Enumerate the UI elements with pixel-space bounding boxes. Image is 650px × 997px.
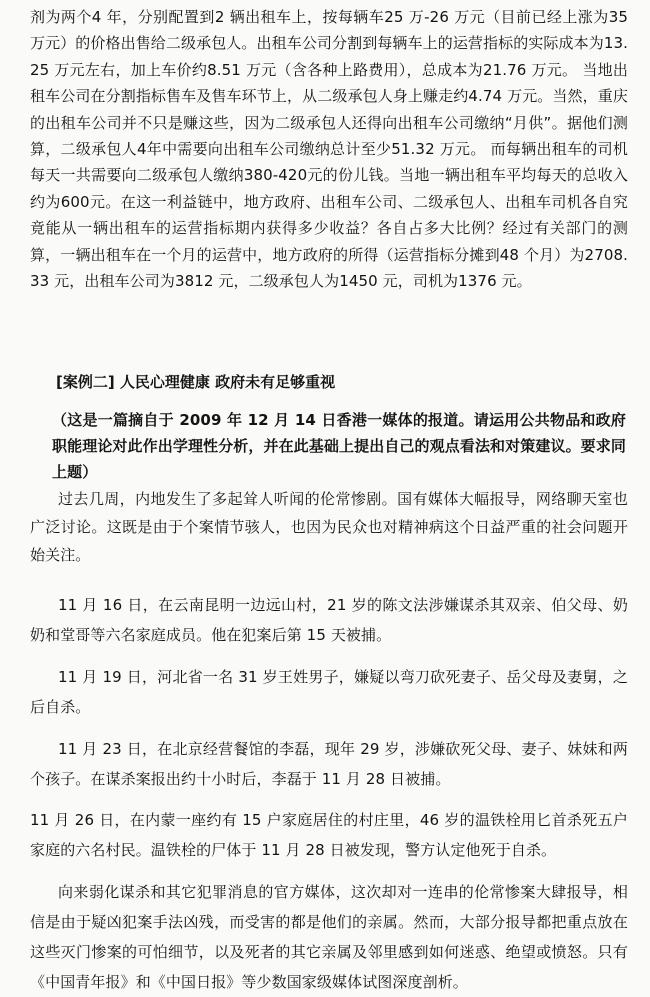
taxi-income-paragraph: 剂为两个4 年，分别配置到2 辆出租车上，按每辆车25 万-26 万元（目前已经上涨为35 万元）的价格出售给二级承包人。出租车公司分割到每辆车上的运营指标的实际成本为13.25 万元左右，加上车价约8.51 万元（含各种上路费用），总成本为21.76 万元。 当地出租车公司在分割指标售车及售车环节上，从二级承包人身上赚走约4.74 万元。当然，重庆的出租车公司并不只是赚这些，因为二级承包人还得向出租车公司缴纳“月供”。据他们测算，二级承包人4年中需要向出租车公司缴纳总计至少51.32 万元。 而每辆出租车的司机每天一共需要向二级承包人缴纳380-420元的份儿钱。当地一辆出租车平均每天的总收入约为600元。在这一利益链中，地方政府、出租车公司、二级承包人、出租车司机各自究竟能从一辆出租车的运营指标期内获得多少收益？各自占多大比例？经过有关部门的测算，一辆出租车在一个月的运营中，地方政府的所得（运营指标分摊到48 个月）为2708.33 元，出租车公司为3812 元，二级承包人为1450 元，司机为1376 元。 xyxy=(30,8,628,291)
case-two-intro: （这是一篇摘自于 2009 年 12 月 14 日香港一媒体的报道。请运用公共物品和政府职能理论对此作出学理性分析，并在此基础上提出自己的观点看法和对策建议。要求同上题） xyxy=(52,411,626,481)
media-paragraph: 向来弱化谋杀和其它犯罪消息的官方媒体，这次却对一连串的伦常惨案大肆报导，相信是由于疑凶犯案手法凶残，而受害的都是他们的亲属。然而，大部分报导都把重点放在这些灭门惨案的可怕细节，以及死者的其它亲属及邻里感到如何迷惑、绝望或愤怒。只有《中国青年报》和《中国日报》等少数国家级媒体试图深度剖析。 xyxy=(30,883,628,991)
case-beijing: 11 月 23 日，在北京经营餐馆的李磊，现年 29 岁，涉嫌砍死父母、妻子、妹妹和两个孩子。在谋杀案报出约十小时后，李磊于 11 月 28 日被捕。 xyxy=(30,740,628,788)
case-yunnan: 11 月 16 日，在云南昆明一边远山村，21 岁的陈文法涉嫌谋杀其双亲、伯父母、奶奶和堂哥等六名家庭成员。他在犯案后第 15 天被捕。 xyxy=(30,596,628,644)
case-inner-mongolia: 11 月 26 日，在内蒙一座约有 15 户家庭居住的村庄里，46 岁的温铁栓用匕首杀死五户家庭的六名村民。温铁栓的尸体于 11 月 28 日被发现，警方认定他死于自杀。 xyxy=(30,811,628,859)
case-two-heading: [案例二] 人民心理健康 政府未有足够重视 xyxy=(56,373,336,391)
news-paragraph: 过去几周，内地发生了多起耸人听闻的伦常惨剧。国有媒体大幅报导，网络聊天室也广泛讨论。这既是由于个案情节骇人，也因为民众也对精神病这个日益严重的社会问题开始关注。 xyxy=(30,490,628,564)
case-hebei: 11 月 19 日，河北省一名 31 岁王姓男子，嫌疑以弯刀砍死妻子、岳父母及妻舅，之后自杀。 xyxy=(30,668,628,716)
